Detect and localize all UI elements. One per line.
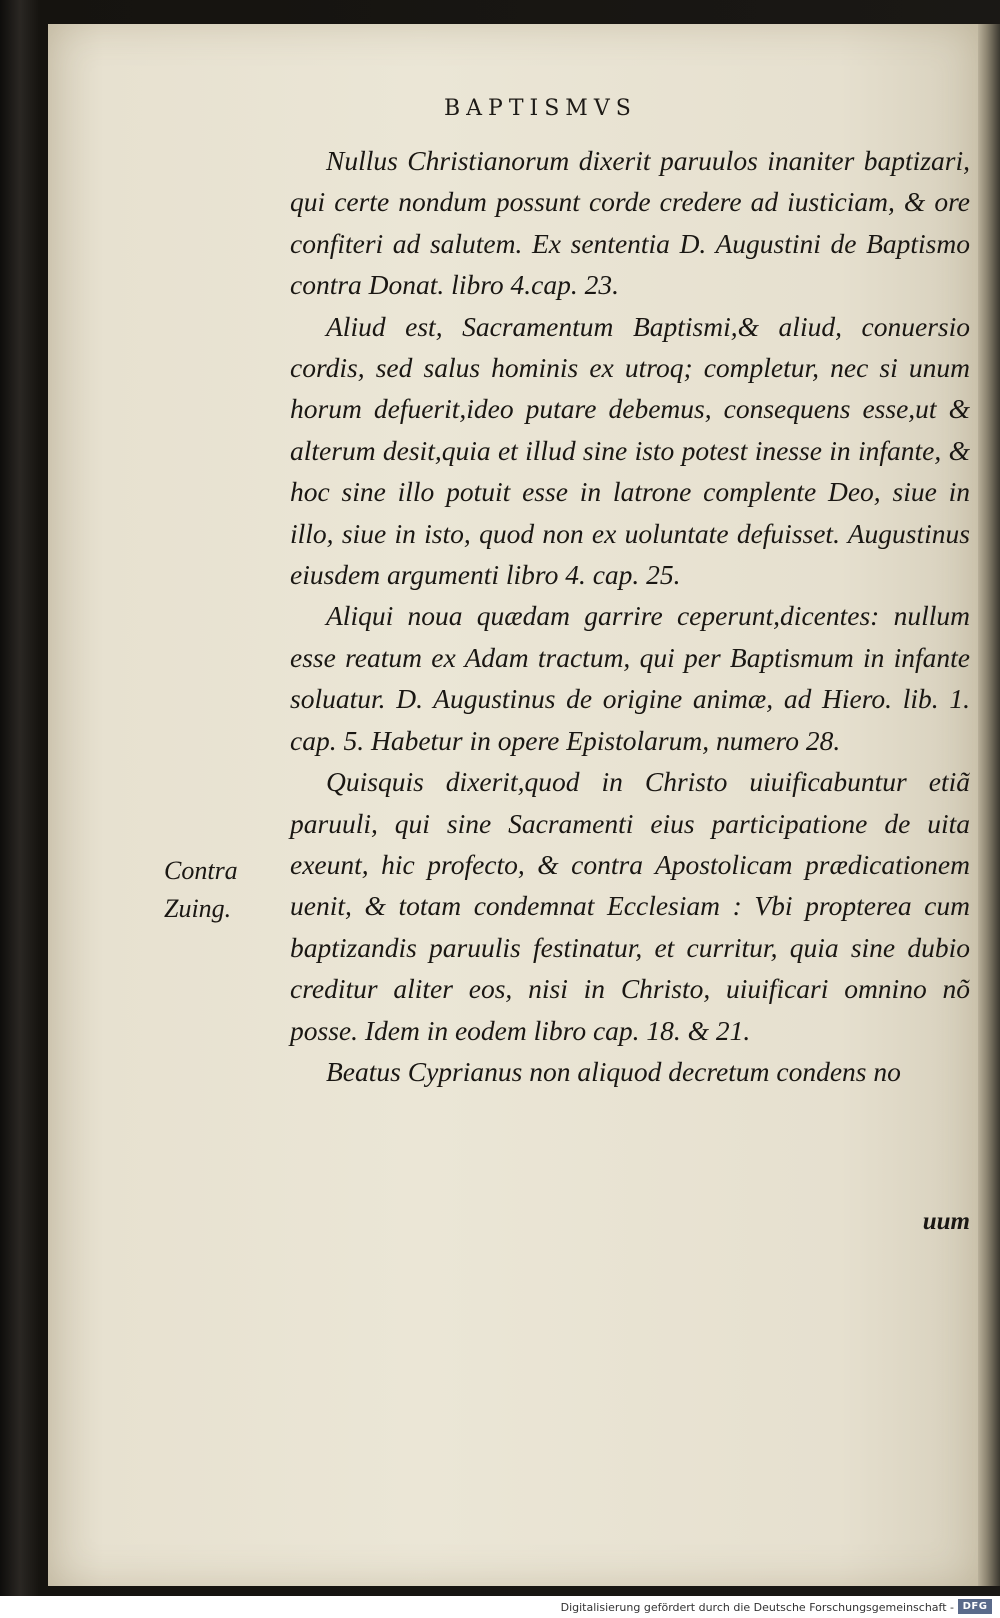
page-edge [978, 24, 1000, 1586]
funding-credit: Digitalisierung gefördert durch die Deutsche Forschungsgemeinschaft - [560, 1601, 954, 1614]
paragraph: Beatus Cyprianus non aliquod decretum condens no [326, 1055, 901, 1087]
marginal-note [164, 852, 284, 928]
catchword: uum [922, 1208, 970, 1235]
dfg-logo-icon: DFG [958, 1599, 992, 1614]
paragraph: Aliqui noua quædam garrire ceperunt,dicentes: nullum esse reatum ex Adam tractum, qui per Baptismum in infante soluatur. D. Augustinus de origine animæ, ad Hiero. lib. 1. cap. 5. Habetur in opere Epistolarum, numero 28. [290, 600, 970, 756]
body-text [290, 140, 970, 1092]
running-head: BAPTISMVS [444, 96, 637, 121]
paragraph: Aliud est, Sacramentum Baptismi,& aliud, conuersio cordis, sed salus hominis ex utroq; completur, nec si unum horum defuerit,ideo putare debemus, consequens esse,ut & alterum desit,quia et illud sine isto potest inesse in infante, & hoc sine illo potuit esse in latrone complente Deo, siue in illo, siue in isto, quod non ex uoluntate defuisset. Augustinus eiusdem argumenti libro 4. cap. 25. [290, 310, 970, 591]
paragraph: Quisquis dixerit,quod in Christo uiuificabuntur etiã paruuli, qui sine Sacramenti eius participatione de uita exeunt, hic profecto, & contra Apostolicam prædicationem uenit, & totam condemnat Ecclesiam : Vbi propterea cum baptizandis paruulis festinatur, et curritur, quia sine dubio creditur aliter eos, nisi in Christo, uiuificari omnino nõ posse. Idem in eodem libro cap. 18. & 21. [290, 766, 970, 1046]
marginal-note-line: Contra [164, 856, 238, 885]
paragraph: Nullus Christianorum dixerit paruulos inaniter baptizari, qui certe nondum possunt corde credere ad iusticiam, & ore confiteri ad salutem. Ex sententia D. Augustini de Baptismo contra Donat. libro 4.cap. 23. [290, 145, 970, 301]
marginal-note-line: Zuing. [164, 894, 232, 923]
